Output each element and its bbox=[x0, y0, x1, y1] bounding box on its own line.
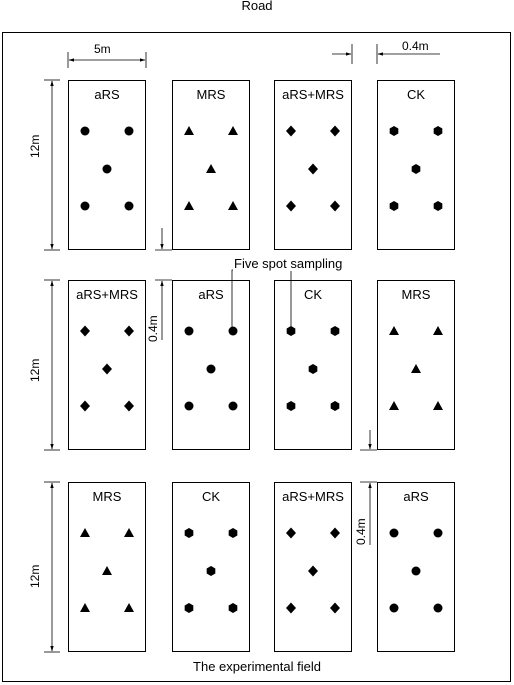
triangle-sampling-point bbox=[411, 364, 421, 373]
hexagon-sampling-point bbox=[309, 364, 318, 374]
width-label: 5m bbox=[94, 42, 111, 56]
plot-label: MRS bbox=[401, 287, 431, 302]
diamond-sampling-point bbox=[330, 126, 340, 137]
circle-sampling-point bbox=[103, 165, 112, 174]
diamond-sampling-point bbox=[80, 401, 90, 412]
length-label: 12m bbox=[28, 564, 42, 588]
triangle-sampling-point bbox=[184, 126, 194, 135]
hexagon-sampling-point bbox=[434, 201, 443, 211]
triangle-sampling-point bbox=[433, 326, 443, 335]
triangle-sampling-point bbox=[124, 603, 134, 612]
diamond-sampling-point bbox=[330, 201, 340, 212]
plot-label: aRS+MRS bbox=[76, 287, 138, 302]
circle-sampling-point bbox=[207, 365, 216, 374]
circle-sampling-point bbox=[81, 127, 90, 136]
circle-sampling-point bbox=[229, 402, 238, 411]
triangle-sampling-point bbox=[433, 401, 443, 410]
plot-label: aRS bbox=[94, 87, 120, 102]
circle-sampling-point bbox=[229, 327, 238, 336]
plot-label: MRS bbox=[92, 489, 122, 504]
diamond-sampling-point bbox=[308, 566, 318, 577]
triangle-sampling-point bbox=[124, 528, 134, 537]
hexagon-sampling-point bbox=[185, 603, 194, 613]
circle-sampling-point bbox=[185, 402, 194, 411]
plot-label: aRS+MRS bbox=[282, 489, 344, 504]
road-label: Road bbox=[241, 0, 273, 13]
field-label: The experimental field bbox=[193, 659, 321, 674]
plot-label: CK bbox=[201, 489, 221, 504]
circle-sampling-point bbox=[81, 202, 90, 211]
circle-sampling-point bbox=[434, 529, 443, 538]
diamond-sampling-point bbox=[330, 603, 340, 614]
circle-sampling-point bbox=[434, 604, 443, 613]
circle-sampling-point bbox=[125, 127, 134, 136]
circle-sampling-point bbox=[390, 529, 399, 538]
triangle-sampling-point bbox=[80, 528, 90, 537]
hexagon-sampling-point bbox=[287, 401, 296, 411]
triangle-sampling-point bbox=[184, 201, 194, 210]
circle-sampling-point bbox=[412, 567, 421, 576]
hexagon-sampling-point bbox=[331, 401, 340, 411]
hexagon-sampling-point bbox=[185, 528, 194, 538]
diamond-sampling-point bbox=[80, 326, 90, 337]
hexagon-sampling-point bbox=[390, 126, 399, 136]
diamond-sampling-point bbox=[286, 603, 296, 614]
hexagon-sampling-point bbox=[287, 326, 296, 336]
hexagon-sampling-point bbox=[207, 566, 216, 576]
plot-label: aRS bbox=[403, 489, 429, 504]
diamond-sampling-point bbox=[102, 364, 112, 375]
plot-label: CK bbox=[406, 87, 426, 102]
diamond-sampling-point bbox=[308, 164, 318, 175]
length-label: 12m bbox=[28, 358, 42, 382]
hexagon-sampling-point bbox=[331, 326, 340, 336]
diamond-sampling-point bbox=[286, 528, 296, 539]
circle-sampling-point bbox=[125, 202, 134, 211]
gap-horizontal-label: 0.4m bbox=[402, 39, 429, 53]
diamond-sampling-point bbox=[286, 126, 296, 137]
triangle-sampling-point bbox=[389, 326, 399, 335]
length-label: 12m bbox=[28, 134, 42, 158]
plot-label: aRS+MRS bbox=[282, 87, 344, 102]
plot-label: aRS bbox=[198, 287, 224, 302]
gap-vertical-label: 0.4m bbox=[146, 315, 160, 342]
triangle-sampling-point bbox=[80, 603, 90, 612]
triangle-sampling-point bbox=[206, 164, 216, 173]
hexagon-sampling-point bbox=[412, 164, 421, 174]
gap-vertical-label: 0.4m bbox=[354, 518, 368, 545]
hexagon-sampling-point bbox=[229, 528, 238, 538]
diamond-sampling-point bbox=[124, 401, 134, 412]
diamond-sampling-point bbox=[286, 201, 296, 212]
plot-label: MRS bbox=[196, 87, 226, 102]
diamond-sampling-point bbox=[124, 326, 134, 337]
diamond-sampling-point bbox=[330, 528, 340, 539]
circle-sampling-point bbox=[185, 327, 194, 336]
triangle-sampling-point bbox=[228, 201, 238, 210]
hexagon-sampling-point bbox=[229, 603, 238, 613]
triangle-sampling-point bbox=[389, 401, 399, 410]
hexagon-sampling-point bbox=[390, 201, 399, 211]
sampling-label: Five spot sampling bbox=[234, 256, 343, 271]
hexagon-sampling-point bbox=[434, 126, 443, 136]
circle-sampling-point bbox=[390, 604, 399, 613]
plot-label: CK bbox=[303, 287, 323, 302]
triangle-sampling-point bbox=[228, 126, 238, 135]
triangle-sampling-point bbox=[102, 566, 112, 575]
